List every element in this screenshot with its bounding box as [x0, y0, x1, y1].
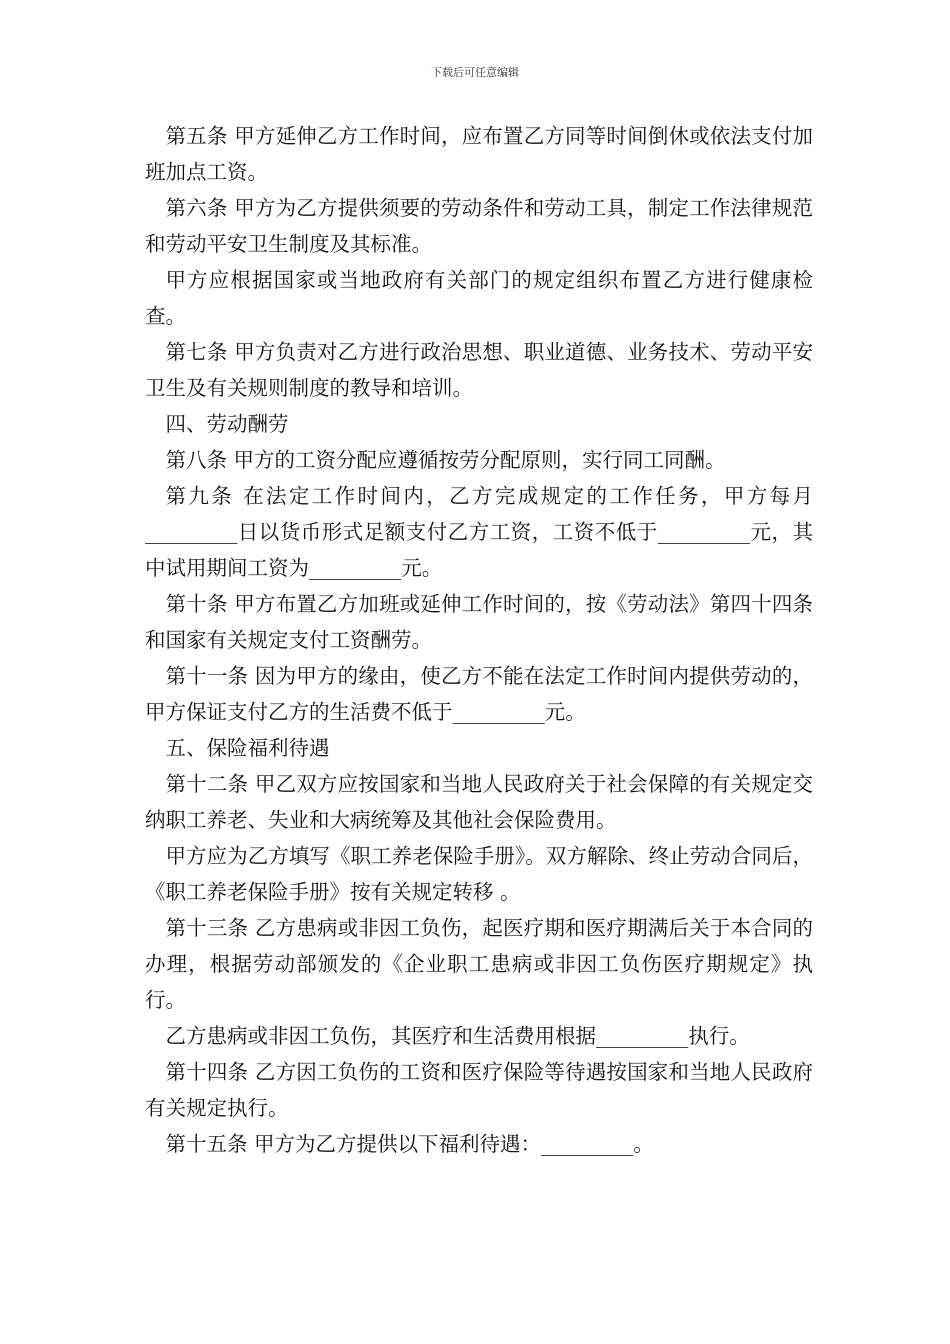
paragraph-article-8: 第八条 甲方的工资分配应遵循按劳分配原则，实行同工同酬。: [165, 448, 726, 472]
page-header: 下载后可任意编辑: [431, 66, 519, 79]
paragraph-pension-manual: 甲方应为乙方填写《职工养老保险手册》。双方解除、终止劳动合同后，《职工养老保险手册》按有关规定转移 。: [145, 844, 813, 904]
paragraph-article-7: 第七条 甲方负责对乙方进行政治思想、职业道德、业务技术、劳动平安卫生及有关规则制度的教导和培训。: [145, 340, 813, 400]
paragraph-article-14: 第十四条 乙方因工负伤的工资和医疗保险等待遇按国家和当地人民政府有关规定执行。: [145, 1060, 813, 1120]
paragraph-article-13: 第十三条 乙方患病或非因工负伤，起医疗期和医疗期满后关于本合同的办理，根据劳动部颁发的《企业职工患病或非因工负伤医疗期规定》执行。: [145, 916, 813, 1012]
paragraph-article-12: 第十二条 甲乙双方应按国家和当地人民政府关于社会保障的有关规定交纳职工养老、失业和大病统筹及其他社会保险费用。: [145, 772, 813, 832]
section-heading-remuneration: 四、劳动酬劳: [165, 412, 289, 436]
paragraph-article-6: 第六条 甲方为乙方提供须要的劳动条件和劳动工具，制定工作法律规范和劳动平安卫生制度及其标准。: [145, 196, 813, 256]
paragraph-article-10: 第十条 甲方布置乙方加班或延伸工作时间的，按《劳动法》第四十四条和国家有关规定支付工资酬劳。: [145, 592, 813, 652]
document-body: [145, 118, 813, 1162]
paragraph-article-9: 第九条 在法定工作时间内，乙方完成规定的工作任务，甲方每月_________日以货币形式足额支付乙方工资，工资不低于_________元，其中试用期间工资为_________元。: [145, 484, 813, 580]
section-heading-insurance: 五、保险福利待遇: [165, 736, 330, 760]
paragraph-medical-costs: 乙方患病或非因工负伤，其医疗和生活费用根据_________执行。: [165, 1024, 750, 1048]
paragraph-health-check: 甲方应根据国家或当地政府有关部门的规定组织布置乙方进行健康检查。: [145, 268, 813, 328]
paragraph-article-15: 第十五条 甲方为乙方提供以下福利待遇：_________。: [165, 1132, 654, 1156]
paragraph-article-11: 第十一条 因为甲方的缘由，使乙方不能在法定工作时间内提供劳动的，甲方保证支付乙方的生活费不低于_________元。: [145, 664, 813, 724]
paragraph-article-5: 第五条 甲方延伸乙方工作时间，应布置乙方同等时间倒休或依法支付加班加点工资。: [145, 124, 813, 184]
